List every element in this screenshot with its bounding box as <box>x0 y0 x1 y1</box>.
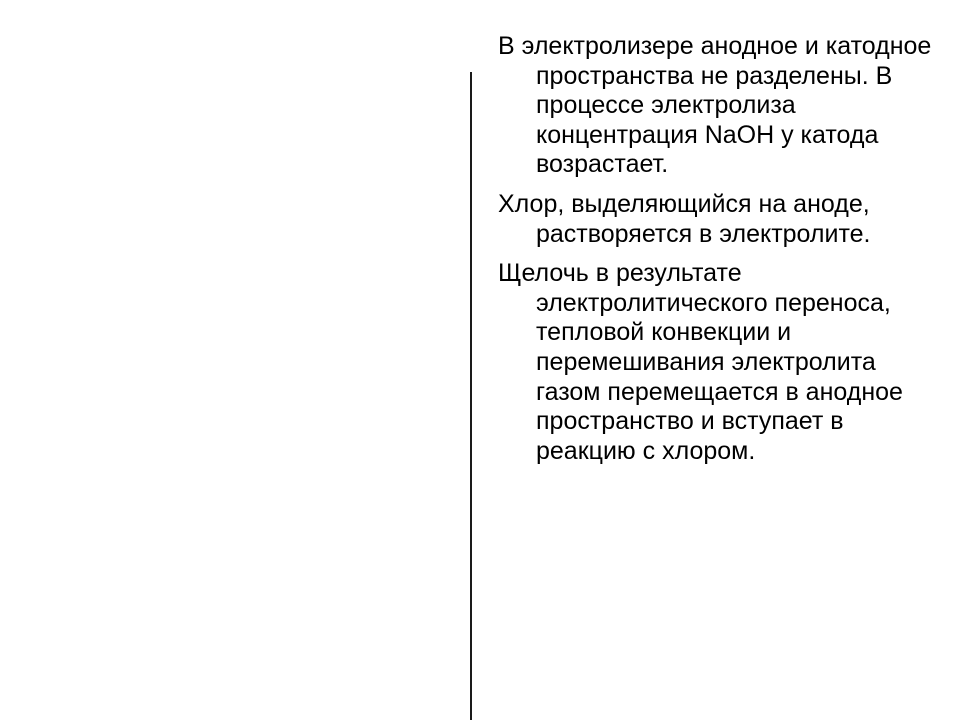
text-block <box>498 32 938 476</box>
paragraph-electrolyzer: В электролизере анодное и катодное пространства не разделены. В процессе электролиза концентрация NaOH у катода возрастает. <box>498 32 932 179</box>
paragraph-alkali: Щелочь в результате электролитического переноса, тепловой конвекции и перемешивания электролита газом перемещается в анодное пространство и вступает в реакцию с хлором. <box>498 259 903 465</box>
vertical-divider <box>470 72 472 720</box>
paragraph-chlorine: Хлор, выделяющийся на аноде, растворяется в электролите. <box>498 189 871 248</box>
